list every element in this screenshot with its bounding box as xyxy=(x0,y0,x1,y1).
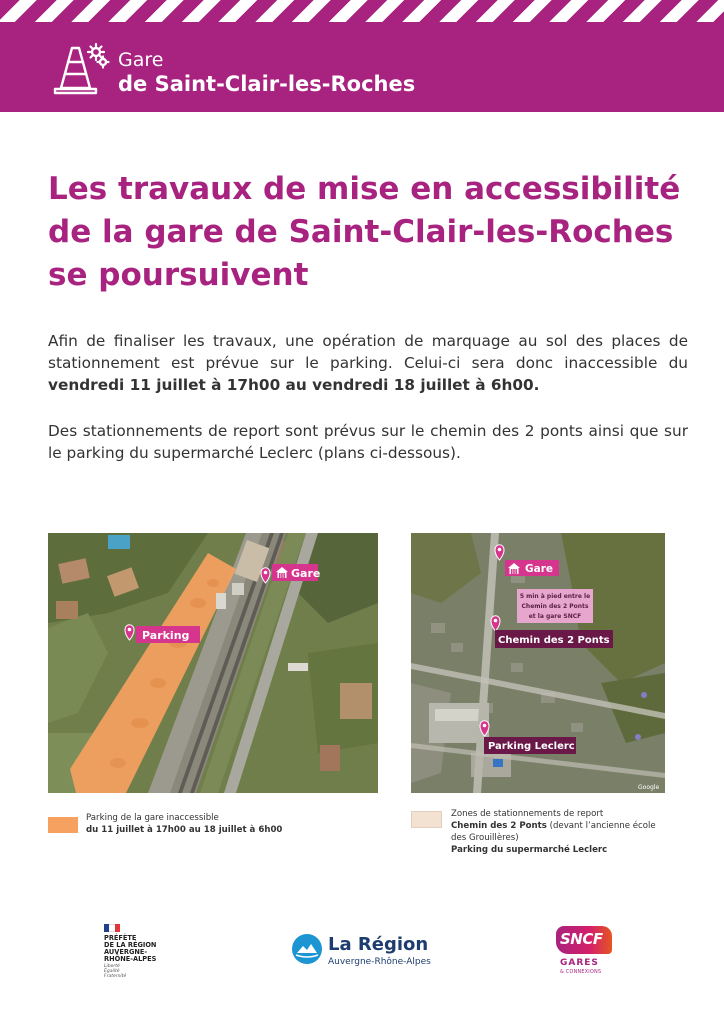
alternative-parking-map xyxy=(411,533,665,793)
walk-note-line2: Chemin des 2 Ponts xyxy=(521,603,589,610)
sncf-connexions-text: & CONNEXIONS xyxy=(560,970,602,975)
sncf-wordmark: SNCF xyxy=(560,930,603,948)
map1-gare-label: Gare xyxy=(291,567,321,580)
legend-alternative-parking xyxy=(451,808,671,856)
title-line-1: Les travaux de mise en accessibilité xyxy=(48,171,681,207)
intro-paragraph xyxy=(48,330,688,396)
legend2-line4: Parking du supermarché Leclerc xyxy=(451,845,608,855)
walk-note-line3: et la gare SNCF xyxy=(528,613,582,620)
walk-note-line1: 5 min à pied entre le xyxy=(519,593,591,600)
region-logo xyxy=(292,934,432,974)
region-name: La Région xyxy=(328,934,429,955)
page-title xyxy=(48,168,688,297)
header-stripes xyxy=(0,0,724,22)
station-title xyxy=(118,48,415,96)
traffic-cone-gears-icon xyxy=(52,42,110,96)
sncf-badge xyxy=(556,926,612,954)
legend2-line3: des Grouillères) xyxy=(451,833,519,843)
closure-dates: vendredi 11 juillet à 17h00 au vendredi 18 juillet à 6h00. xyxy=(48,376,540,394)
map2-leclerc-label: Parking Leclerc xyxy=(488,741,575,752)
region-subtitle: Auvergne-Rhône-Alpes xyxy=(328,957,431,967)
prefecture-line3: AUVERGNE- xyxy=(104,948,148,956)
french-flag-icon xyxy=(104,924,120,932)
motto-line2: Égalité xyxy=(104,969,120,974)
map2-chemin-label: Chemin des 2 Ponts xyxy=(498,635,610,646)
prefecture-line1: PRÉFÈTE xyxy=(104,934,137,942)
station-parking-map xyxy=(48,533,378,793)
legend-closed-parking-swatch xyxy=(48,817,78,833)
intro-text: Afin de finaliser les travaux, une opération de marquage au sol des places de stationnement est prévue sur le parking. Celui-ci sera donc inaccessible du xyxy=(48,332,688,372)
motto-line1: Liberté xyxy=(104,964,120,969)
legend2-chemin: Chemin des 2 Ponts xyxy=(451,821,547,831)
map1-parking-label: Parking xyxy=(142,629,190,642)
google-watermark: Google xyxy=(638,784,660,791)
title-line-2: de la gare de Saint-Clair-les-Roches xyxy=(48,214,674,250)
sncf-gares-logo xyxy=(556,926,618,980)
prefecture-line4: RHÔNE-ALPES xyxy=(104,955,157,963)
legend1-line2: du 11 juillet à 17h00 au 18 juillet à 6h00 xyxy=(86,825,283,835)
legend2-line1: Zones de stationnements de report xyxy=(451,809,604,819)
alternative-parking-paragraph: Des stationnements de report sont prévus sur le chemin des 2 ponts ainsi que sur le parking du supermarché Leclerc (plans ci-dessous). xyxy=(48,422,688,462)
title-line-3: se poursuivent xyxy=(48,257,309,293)
prefecture-line2: DE LA RÉGION xyxy=(104,941,157,949)
map2-gare-label: Gare xyxy=(525,563,554,575)
legend-alternative-parking-swatch xyxy=(411,811,442,828)
motto-line3: Fraternité xyxy=(104,974,127,979)
legend2-chemin-detail: (devant l’ancienne école xyxy=(546,821,656,831)
region-emblem-icon xyxy=(292,934,322,964)
legend2-line2 xyxy=(451,820,671,832)
sncf-gares-text: GARES xyxy=(560,958,599,968)
station-title-line2: de Saint-Clair-les-Roches xyxy=(118,72,416,96)
station-title-line1: Gare xyxy=(118,49,164,71)
legend1-line1: Parking de la gare inaccessible xyxy=(86,813,219,823)
prefecture-logo xyxy=(104,924,174,984)
legend-closed-parking xyxy=(86,812,282,836)
